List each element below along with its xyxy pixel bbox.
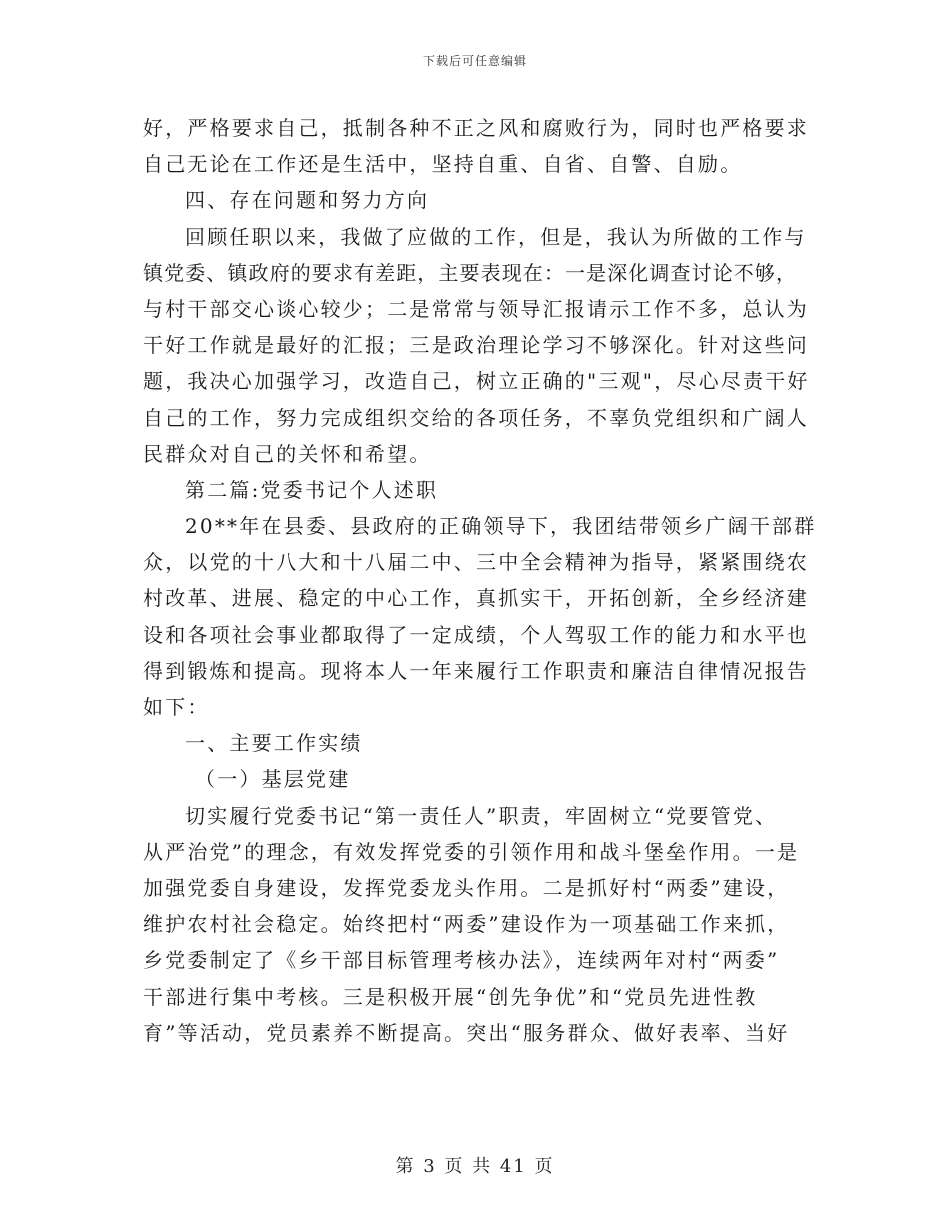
body-line-16: 得到锻炼和提高。现将本人一年来履行工作职责和廉洁自律情况报告 bbox=[143, 658, 809, 683]
body-line-1: 好，严格要求自己，抵制各种不正之风和腐败行为，同时也严格要求 bbox=[143, 116, 809, 140]
body-line-9: 自己的工作，努力完成组织交给的各项任务，不辜负党组织和广阔人 bbox=[143, 405, 809, 430]
body-line-26: 育”等活动，党员素养不断提高。突出“服务群众、做好表率、当好 bbox=[143, 1020, 790, 1045]
document-body bbox=[143, 110, 817, 1051]
body-line-22: 加强党委自身建设，发挥党委龙头作用。二是抓好村“两委”建设， bbox=[143, 875, 790, 900]
body-line-24: 乡党委制定了《乡干部目标管理考核办法》，连续两年对村“两委” bbox=[143, 948, 780, 973]
page-number-footer: 第 3 页 共 41 页 bbox=[395, 1156, 555, 1177]
body-line-8: 题，我决心加强学习，改造自己，树立正确的"三观"，尽心尽责干好 bbox=[143, 369, 810, 394]
body-line-25: 干部进行集中考核。三是积极开展“创先争优”和“党员先进性教 bbox=[143, 984, 758, 1009]
body-line-14: 村改革、进展、稳定的中心工作，真抓实干，开拓创新，全乡经济建 bbox=[143, 586, 809, 611]
body-line-5: 镇党委、镇政府的要求有差距，主要表现在：一是深化调查讨论不够， bbox=[143, 260, 798, 285]
section-heading-achievements: 一、主要工作实绩 bbox=[185, 731, 363, 756]
body-line-17: 如下： bbox=[143, 695, 210, 719]
body-line-7: 干好工作就是最好的汇报；三是政治理论学习不够深化。针对这些问 bbox=[143, 333, 809, 358]
section-heading-problems: 四、存在问题和努力方向 bbox=[185, 188, 430, 213]
subsection-heading-party-building: （一）基层党建 bbox=[195, 767, 351, 792]
body-line-12: 20**年在县委、县政府的正确领导下，我团结带领乡广阔干部群 bbox=[185, 514, 817, 539]
body-line-6: 与村干部交心谈心较少；二是常常与领导汇报请示工作不多，总认为 bbox=[143, 296, 809, 321]
body-line-4: 回顾任职以来，我做了应做的工作，但是，我认为所做的工作与 bbox=[185, 224, 807, 249]
body-line-10: 民群众对自己的关怀和希望。 bbox=[143, 441, 432, 466]
body-line-2: 自己无论在工作还是生活中，坚持自重、自省、自警、自励。 bbox=[143, 152, 743, 177]
chapter-title: 第二篇:党委书记个人述职 bbox=[185, 477, 439, 502]
body-line-21: 从严治党”的理念，有效发挥党委的引领作用和战斗堡垒作用。一是 bbox=[143, 839, 800, 864]
body-line-23: 维护农村社会稳定。始终把村“两委”建设作为一项基础工作来抓， bbox=[143, 912, 790, 937]
body-line-15: 设和各项社会事业都取得了一定成绩，个人驾驭工作的能力和水平也 bbox=[143, 622, 809, 647]
body-line-13: 众，以党的十八大和十八届二中、三中全会精神为指导，紧紧围绕农 bbox=[143, 550, 809, 575]
body-line-20: 切实履行党委书记“第一责任人”职责，牢固树立“党要管党、 bbox=[185, 803, 778, 828]
page-header: 下载后可任意编辑 bbox=[422, 54, 527, 68]
